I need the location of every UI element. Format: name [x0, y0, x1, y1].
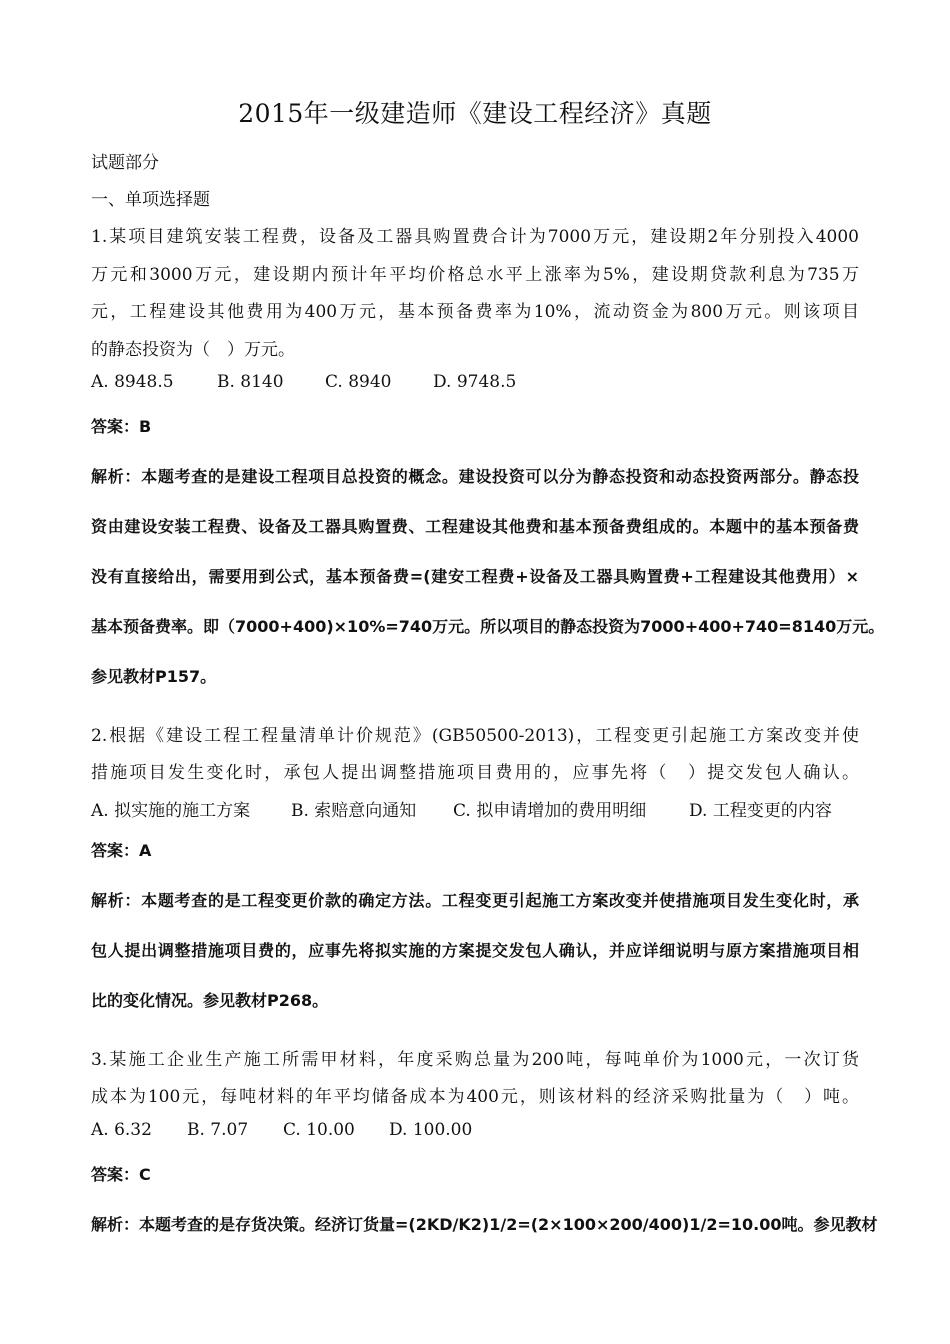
q1-analysis-line-1: 解析：本题考查的是建设工程项目总投资的概念。建设投资可以分为静态投资和动态投资两部分。静态投: [91, 467, 859, 486]
q3-line-1: 3.某施工企业生产施工所需甲材料，年度采购总量为200吨，每吨单价为1000元，一次订货: [91, 1050, 859, 1070]
q1-option-b: B. 8140: [217, 372, 284, 392]
q1-line-2: 万元和3000万元，建设期内预计年平均价格总水平上涨率为5%，建设期贷款利息为735万: [91, 265, 859, 285]
q3-answer: 答案：C: [91, 1165, 151, 1184]
q3-option-c: C. 10.00: [283, 1120, 355, 1140]
q1-analysis-line-5: 参见教材P157。: [91, 667, 217, 686]
page-title: 2015年一级建造师《建设工程经济》真题: [238, 99, 712, 128]
q2-option-c: C. 拟申请增加的费用明细: [453, 801, 647, 821]
q1-option-c: C. 8940: [325, 372, 392, 392]
q3-option-d: D. 100.00: [389, 1120, 473, 1140]
q1-line-1: 1.某项目建筑安装工程费，设备及工器具购置费合计为7000万元，建设期2年分别投入4000: [91, 227, 859, 247]
q2-analysis-line-2: 包人提出调整措施项目费的，应事先将拟实施的方案提交发包人确认，并应详细说明与原方案措施项目相: [91, 941, 859, 960]
q3-options: [91, 1120, 472, 1140]
q2-analysis-line-1: 解析：本题考查的是工程变更价款的确定方法。工程变更引起施工方案改变并使措施项目发生变化时，承: [91, 891, 859, 910]
section-heading: 试题部分: [91, 153, 159, 173]
q3-analysis-line-1: 解析：本题考查的是存货决策。经济订货量=(2KD/K2)1/2=(2×100×200/400)1/2=10.00吨。参见教材: [91, 1215, 878, 1234]
q2-line-2: 措施项目发生变化时，承包人提出调整措施项目费用的，应事先将（ ）提交发包人确认。: [91, 763, 859, 783]
q2-answer: 答案：A: [91, 841, 152, 860]
q2-line-1: 2.根据《建设工程工程量清单计价规范》(GB50500-2013)，工程变更引起施工方案改变并使: [91, 726, 859, 746]
q1-option-d: D. 9748.5: [433, 372, 517, 392]
q1-options: [91, 372, 516, 392]
q1-analysis-line-2: 资由建设安装工程费、设备及工器具购置费、工程建设其他费和基本预备费组成的。本题中的基本预备费: [91, 517, 859, 536]
q3-option-b: B. 7.07: [187, 1120, 249, 1140]
q1-line-3: 元，工程建设其他费用为400万元，基本预备费率为10%，流动资金为800万元。则该项目: [91, 302, 859, 322]
q2-option-a: A. 拟实施的施工方案: [91, 801, 251, 821]
q2-option-d: D. 工程变更的内容: [689, 801, 832, 821]
subsection-heading: 一、单项选择题: [91, 190, 210, 210]
q2-option-b: B. 索赔意向通知: [291, 801, 417, 821]
q1-option-a: A. 8948.5: [91, 372, 174, 392]
q2-analysis-line-3: 比的变化情况。参见教材P268。: [91, 991, 329, 1010]
q3-line-2: 成本为100元，每吨材料的年平均储备成本为400元，则该材料的经济采购批量为（ ）吨。: [91, 1087, 859, 1107]
q1-answer: 答案：B: [91, 417, 152, 436]
q3-option-a: A. 6.32: [91, 1120, 152, 1140]
q1-analysis-line-4: 基本预备费率。即（7000+400)×10%=740万元。所以项目的静态投资为7000+400+740=8140万元。: [91, 617, 885, 636]
q2-options: [91, 796, 832, 821]
q1-analysis-line-3: 没有直接给出，需要用到公式，基本预备费=(建安工程费+设备及工器具购置费+工程建设其他费用）×: [91, 567, 859, 586]
q1-line-4: 的静态投资为（ ）万元。: [91, 340, 295, 360]
